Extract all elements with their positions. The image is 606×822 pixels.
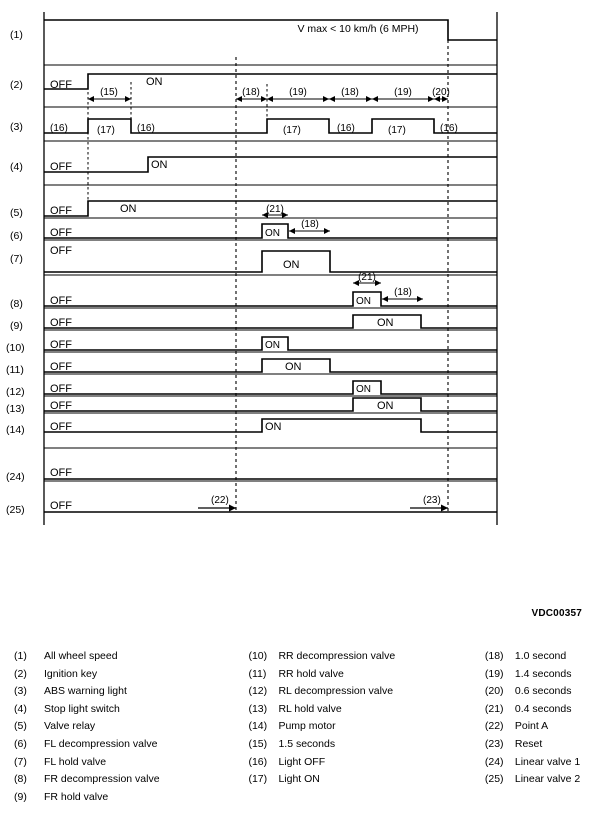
legend-item [248,685,484,703]
legend-item [485,685,606,703]
row-key-1: (1) [10,29,23,41]
signal-12-rl-decompression-valve [44,381,497,394]
row-key-2: (2) [10,79,23,91]
row-key-11: (11) [6,364,24,376]
legend-key: (1) [14,650,27,662]
legend-item [248,703,484,721]
row-key-25: (25) [6,504,25,516]
label-3-off-4: (16) [440,123,458,134]
duration-18-c-label: (18) [301,219,319,230]
duration-15-label: (15) [100,87,118,98]
marker-22-label: (22) [211,495,229,506]
legend-item [485,738,606,756]
legend-item [485,668,606,686]
duration-20 [432,87,450,99]
signal-13-rl-hold-valve [44,398,497,411]
row-key-7: (7) [10,253,23,265]
label-9-on: ON [377,317,394,329]
row-key-3: (3) [10,121,23,133]
legend-key: (8) [14,773,27,786]
legend [0,650,606,808]
label-13-on: ON [377,400,394,412]
row-key-9: (9) [10,320,23,332]
label-3-on-3: (17) [388,125,406,136]
label-4-off: OFF [50,161,72,173]
row-key-24: (24) [6,471,25,483]
label-13-off: OFF [50,400,72,412]
label-10-off: OFF [50,339,72,351]
signal-9-fr-hold-valve [44,315,497,328]
legend-item [485,756,606,774]
row-key-8: (8) [10,298,23,310]
legend-label: 1.0 second [514,650,567,662]
legend-item [248,738,484,756]
label-5-on: ON [120,203,137,215]
duration-19-b [372,87,434,99]
duration-21-b-label: (21) [358,272,376,283]
legend-item [14,756,248,774]
legend-item [485,720,606,738]
label-6-on: ON [265,228,280,239]
legend-item [248,773,484,791]
row-key-14: (14) [6,424,25,436]
legend-key: (15) [248,737,268,750]
legend-label: Light OFF [278,755,326,768]
legend-item [485,773,606,791]
legend-key: (14) [248,720,268,733]
row-key-10: (10) [6,342,25,354]
signal-1-all-wheel-speed [44,20,497,40]
legend-item [485,650,606,668]
legend-label: 1.5 seconds [278,737,336,750]
legend-label: 1.4 seconds [514,667,572,680]
duration-18-c [289,219,330,231]
label-3-on-2: (17) [283,125,301,136]
label-25-off: OFF [50,500,72,512]
legend-item [14,720,248,738]
legend-key: (25) [484,773,504,786]
part-number: VDC00357 [531,608,582,619]
label-12-off: OFF [50,383,72,395]
row-key-13: (13) [6,403,25,415]
label-24-off: OFF [50,467,72,479]
legend-column-1 [0,650,248,808]
legend-label: RR decompression valve [278,650,396,662]
label-2-on: ON [146,76,163,88]
legend-key: (10) [248,650,268,662]
legend-label: 0.4 seconds [514,702,572,715]
row-key-6: (6) [10,230,23,242]
row-keys [6,29,25,516]
label-3-off-2: (16) [137,123,155,134]
legend-key: (20) [484,685,504,698]
signal-8-fr-decompression-valve [44,292,497,306]
legend-label: ABS warning light [44,685,127,698]
label-3-off-3: (16) [337,123,355,134]
duration-18-d-label: (18) [394,287,412,298]
legend-item [248,720,484,738]
legend-label: RL decompression valve [278,685,394,698]
reference-lines [236,40,448,512]
label-14-on: ON [265,421,282,433]
row-key-4: (4) [10,161,23,173]
label-3-on-1: (17) [97,125,115,136]
legend-key: (16) [248,755,268,768]
label-7-off: OFF [50,245,72,257]
legend-label: Point A [514,720,549,733]
signal-7-fl-hold-valve [44,251,497,272]
marker-23-label: (23) [423,495,441,506]
label-7-on: ON [283,259,300,271]
legend-label: Linear valve 2 [514,773,581,786]
legend-label: FR hold valve [44,790,109,803]
legend-key: (5) [14,720,27,733]
label-3-off-1: (16) [50,123,68,134]
legend-label: Light ON [278,773,320,786]
legend-key: (2) [14,667,27,680]
label-2-off: OFF [50,79,72,91]
duration-19-b-label: (19) [394,87,412,98]
duration-21-b [353,272,381,283]
label-4-on: ON [151,159,168,171]
duration-18-b [329,87,372,99]
legend-key: (22) [484,720,504,733]
signal-4-stop-light-switch [44,157,497,172]
duration-18-a [236,87,267,99]
duration-19-a-label: (19) [289,87,307,98]
legend-key: (6) [14,737,27,750]
marker-23-reset [410,495,448,508]
legend-key: (21) [484,702,504,715]
legend-label: Linear valve 1 [514,755,581,768]
label-5-off: OFF [50,205,72,217]
duration-18-a-label: (18) [242,87,260,98]
label-10-on: ON [265,340,280,351]
legend-item [14,668,248,686]
legend-item [248,668,484,686]
legend-label: All wheel speed [44,650,118,662]
legend-key: (17) [248,773,268,786]
legend-item [248,756,484,774]
legend-column-3 [485,650,606,808]
label-9-off: OFF [50,317,72,329]
legend-item [14,773,248,791]
legend-label: 0.6 seconds [514,685,572,698]
duration-18-b-label: (18) [341,87,359,98]
legend-item [14,703,248,721]
legend-key: (13) [248,702,268,715]
legend-label: FL decompression valve [44,737,158,750]
legend-label: RL hold valve [278,702,342,715]
legend-key: (24) [484,755,504,768]
label-12-on: ON [356,384,371,395]
marker-22-point-a [198,495,236,508]
legend-key: (11) [248,667,267,680]
row-key-12: (12) [6,386,25,398]
legend-item [14,738,248,756]
legend-item [248,650,484,668]
duration-21-a-label: (21) [266,204,284,215]
legend-key: (7) [14,755,27,768]
label-11-on: ON [285,361,302,373]
label-14-off: OFF [50,421,72,433]
legend-label: Stop light switch [44,702,120,715]
annotation-vmax: V max < 10 km/h (6 MPH) [297,23,419,35]
duration-15 [88,87,131,99]
label-8-off: OFF [50,295,72,307]
duration-19-a [267,87,329,99]
legend-key: (12) [248,685,268,698]
legend-key: (23) [484,737,504,750]
legend-label: Pump motor [278,720,336,733]
legend-key: (9) [14,790,27,803]
row-key-5: (5) [10,207,23,219]
legend-key: (3) [14,685,27,698]
legend-key: (4) [14,702,27,715]
duration-21-a [262,204,288,215]
signal-11-rr-hold-valve [44,359,497,372]
duration-18-d [382,287,423,299]
duration-20-label: (20) [432,87,450,98]
label-8-on: ON [356,296,371,307]
legend-label: Valve relay [44,720,96,733]
legend-label: Ignition key [44,667,98,680]
legend-item [14,650,248,668]
legend-label: FL hold valve [44,755,107,768]
legend-item [485,703,606,721]
label-6-off: OFF [50,227,72,239]
legend-key: (19) [484,667,504,680]
legend-column-2 [248,650,484,808]
legend-item [14,685,248,703]
label-11-off: OFF [50,361,72,373]
legend-label: RR hold valve [278,667,344,680]
legend-key: (18) [484,650,504,662]
legend-label: FR decompression valve [44,773,160,786]
legend-item [14,791,248,809]
legend-label: Reset [514,737,543,750]
